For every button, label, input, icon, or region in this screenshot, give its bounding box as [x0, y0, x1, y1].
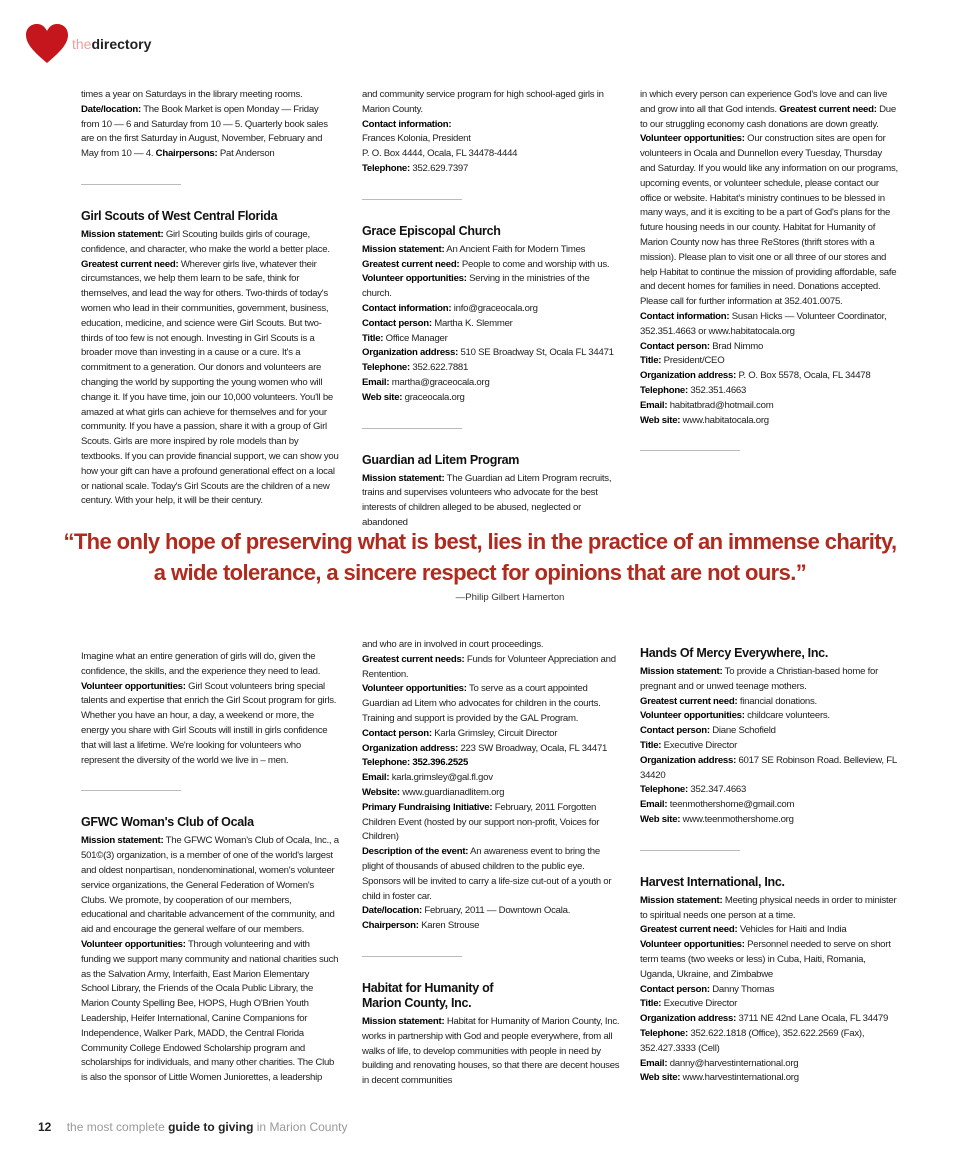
column-1-top: times a year on Saturdays in the library meeting rooms. Date/location: The Book Market is open Monday — Friday from 10 — 6 and Saturday from 10 — 5. Quarterly book sales are on the first Saturday in August, November, February and May from 10 — 4. Chairpersons: Pat Anderson Girl Scouts of West Central Florida Mission statement: Girl Scouting builds girls of courage, confidence, and character, who make the world a better place. Greatest current need: Wherever girls live, whatever their circumstances, we help them learn to be safe, think for themselves, and lead the way for others. Two-thirds of today's women who lead in their communities, government, business, education, medicine, and science were Girl Scouts. But two-thirds of too few is not enough. Investing in Girl Scouts is a broader move than investing in a cause or a cure. It's a commitment to a generation. Our donors and volunteers are changing the world by supporting the young women who will change it. If you have time, join our 10,000 volunteers. You'll be amazed at what girls can achieve for themselves and for your community. If you have a passion, share it with a group of Girl Scouts. Girls are more inspired by role models than by textbooks. If you can provide financial support, we can show you how your gift can have a profound generational effect on a local or national scale. Today's Girl Scouts are the children of a new century. With your help, it will be their century.	[81, 89, 339, 507]
divider	[81, 184, 181, 185]
entry-title: Hands Of Mercy Everywhere, Inc.	[640, 646, 829, 660]
divider	[362, 199, 462, 200]
divider	[362, 956, 462, 957]
column-1-bottom: Imagine what an entire generation of girls will do, given the confidence, the skills, and the experience they need to lead. Volunteer opportunities: Girl Scout volunteers bring special talents and expertise that enrich the Girl Scout program for girls. Whether you have an hour, a day, a weekend or more, the energy you share with Girl Scouts will instill in girls confidence that will last a lifetime. We're looking for volunteers who represent the diversity of the world we live in – men. GFWC Woman's Club of Ocala Mission statement: The GFWC Woman's Club of Ocala, Inc., a 501©(3) organization, is a member of one of the world's largest and oldest nonpartisan, nondenominational, women's volunteer service organizations, the General Federation of Women's Clubs. We promote, by cooperation of our members, educational and charitable advancement of the community, and aid and encourage the general welfare of our members. Volunteer opportunities: Through volunteering and with funding we support many community and national charities such as the Salvation Army, Interfaith, East Marion Elementary School Library, the Friends of the Ocala Public Library, the Marion County Spelling Bee, HOPS, Hugh O'Brien Youth Leadership, Heifer International, Canine Companions for Independence, Walker Park, MADD, the Central Florida Community College Endowed Scholarship program and scholarships for individuals, and many other charities. The Club is also the sponsor of Little Women Juniorettes, a leadership	[81, 651, 339, 1084]
body-text: times a year on Saturdays in the library meeting rooms.	[81, 89, 303, 100]
entry-title: Habitat for Humanity of Marion County, Inc.	[362, 980, 494, 1010]
column-2-bottom: and who are in involved in court proceedings. Greatest current needs: Funds for Volunteer Appreciation and Rentention. Volunteer opportunities: To serve as a court appointed Guardian ad Litem who advocates for children in the courts. Training and support is provided by the GAL Program. Contact person: Karla Grimsley, Circuit Director Organization address: 223 SW Broadway, Ocala, FL 34471 Telephone: 352.396.2525 Email: karla.grimsley@gal.fl.gov Website: www.guardianadlitem.org Primary Fundraising Initiative: February, 2011 Forgotten Children Event (hosted by our support non-profit, Voices for Children) Description of the event: An awareness event to bring the plight of thousands of abused children to the public eye. Sponsors will be invited to carry a life-size cut-out of a youth or child in foster car. Date/location: February, 2011 — Downtown Ocala. Chairperson: Karen Strouse Habitat for Humanity of Marion County, Inc. Mission statement: Habitat for Humanity of Marion County, Inc. works in partnership with God and people everywhere, from all walks of life, to develop communities with people in need by building and renovating houses, so that there are decent houses in decent communities	[362, 639, 620, 1087]
heart-icon	[26, 24, 68, 64]
entry-title: Grace Episcopal Church	[362, 223, 501, 238]
quote-attribution: —Philip Gilbert Hamerton	[455, 592, 565, 603]
divider	[362, 428, 462, 429]
entry-title: Guardian ad Litem Program	[362, 452, 520, 467]
entry-title: Harvest International, Inc.	[640, 874, 785, 889]
divider	[640, 850, 740, 851]
pull-quote: “The only hope of preserving what is best, lies in the practice of an immense charity, a wide tolerance, a sincere respect for opinions that are not ours.”	[63, 529, 897, 585]
column-3-top: in which every person can experience God's love and can live and grow into all that God intends. Greatest current need: Due to our struggling economy cash donations are down greatly. Volunteer opportunities: Our construction sites are open for volunteers in Ocala and Dunnellon every Tuesday, Thursday and Saturday. If you would like any information on our programs, upcoming events, or volunteer schedule, please contact our office or website. Habitat's ministry continues to be blessed in many ways, and it is exciting to be a part of God's plans for the future housing needs in our county. Habitat for Humanity of Marion County now has three ReStores (thrift stores with a mission). Please plan to visit one or all three of our stores and help Habitat to continue the mission of providing affordable, safe and decent homes for families in need. Donations accepted. Please call for further information at 352.401.0075. Contact information: Susan Hicks — Volunteer Coordinator, 352.351.4663 or www.habitatocala.org Contact person: Brad Nimmo Title: President/CEO Organization address: P. O. Box 5578, Ocala, FL 34478 Telephone: 352.351.4663 Email: habitatbrad@hotmail.com Web site: www.habitatocala.org	[640, 88, 898, 475]
page-footer: 12 the most complete guide to giving in Marion County	[38, 1120, 348, 1134]
entry-title: GFWC Woman's Club of Ocala	[81, 815, 254, 830]
divider	[640, 450, 740, 451]
page-number: 12	[38, 1120, 52, 1134]
page-header	[26, 24, 326, 66]
divider	[81, 790, 181, 791]
section-title: thedirectory	[72, 36, 152, 52]
column-3-bottom: Hands Of Mercy Everywhere, Inc. Mission statement: To provide a Christian-based home for pregnant and or unwed teenage mothers. Greatest current need: financial donations. Volunteer opportunities: childcare volunteers. Contact person: Diane Schofield Title: Executive Director Organization address: 6017 SE Robinson Road. Belleview, FL 34420 Telephone: 352.347.4663 Email: teenmothershome@gmail.com Web site: www.teenmothershome.org Harvest International, Inc. Mission statement: Meeting physical needs in order to minister to spiritual needs one person at a time. Greatest current need: Vehicles for Haiti and India Volunteer opportunities: Personnel needed to serve on short term teams (two weeks or less) in Cuba, Haiti, Romania, Uganda, Ukraine, and Zimbabwe Contact person: Danny Thomas Title: Executive Director Organization address: 3711 NE 42nd Lane Ocala, FL 34479 Telephone: 352.622.1818 (Office), 352.622.2569 (Fax), 352.427.3333 (Cell) Email: danny@harvestinternational.org Web site: www.harvestinternational.org	[640, 646, 897, 1084]
column-2-top: and community service program for high school-aged girls in Marion County. Contact information: Frances Kolonia, President P. O. Box 4444, Ocala, FL 34478-4444 Telephone: 352.629.7397 Grace Episcopal Church Mission statement: An Ancient Faith for Modern Times Greatest current need: People to come and worship with us. Volunteer opportunities: Serving in the ministries of the church. Contact information: info@graceocala.org Contact person: Martha K. Slemmer Title: Office Manager Organization address: 510 SE Broadway St, Ocala FL 34471 Telephone: 352.622.7881 Email: martha@graceocala.org Web site: graceocala.org Guardian ad Litem Program Mission statement: The Guardian ad Litem Program recruits, trains and supervises volunteers who advocate for the best interests of children alleged to be abused, neglected or abandoned	[362, 88, 620, 531]
entry-title: Girl Scouts of West Central Florida	[81, 208, 278, 223]
